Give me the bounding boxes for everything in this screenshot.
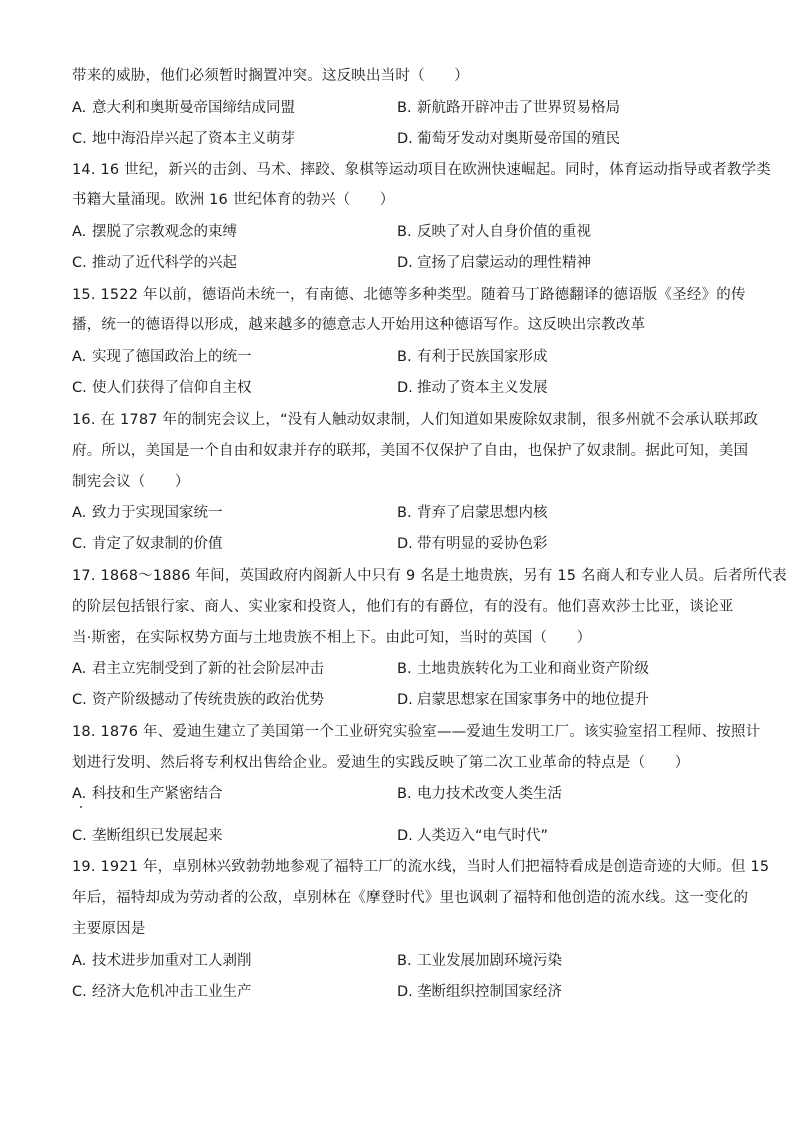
q13-option-c[interactable] <box>72 129 295 149</box>
q19-option-d[interactable] <box>397 982 562 1002</box>
q19-stem-line: 年后，福特却成为劳动者的公敌，卓别林在《摩登时代》里也讽刺了福特和他创造的流水线。这一变化的 <box>72 890 749 906</box>
option-key: C. <box>72 131 87 147</box>
option-text: 肯定了奴隶制的价值 <box>92 536 223 552</box>
q15-stem-line: 15. 1522 年以前，德语尚未统一，有南德、北德等多种类型。随着马丁路德翻译的德语版《圣经》的传 <box>72 287 746 303</box>
q13-option-d[interactable] <box>397 129 620 149</box>
option-text: 推动了近代科学的兴起 <box>92 255 237 271</box>
q14-stem-line: 14. 16 世纪，新兴的击剑、马术、摔跤、象棋等运动项目在欧洲快速崛起。同时，体育运动指导或者教学类 <box>72 162 771 178</box>
option-key: A. <box>72 786 87 802</box>
q13-option-b[interactable] <box>397 98 620 118</box>
option-text: 地中海沿岸兴起了资本主义萌芽 <box>92 131 295 147</box>
q16-option-d[interactable] <box>397 534 548 554</box>
stray-mark <box>80 806 82 808</box>
option-text: 人类迈入“电气时代” <box>417 828 549 844</box>
q18-stem-line: 18. 1876 年、爱迪生建立了美国第一个工业研究实验室——爱迪生发明工厂。该实验室招工程师、按照计 <box>72 724 761 740</box>
option-text: 实现了德国政治上的统一 <box>92 349 252 365</box>
q13-option-a[interactable] <box>72 98 295 118</box>
q18-stem-line: 划进行发明、然后将专利权出售给企业。爱迪生的实践反映了第二次工业革命的特点是（ ） <box>72 755 690 771</box>
option-text: 经济大危机冲击工业生产 <box>92 984 252 1000</box>
option-key: D. <box>397 255 413 271</box>
option-key: A. <box>72 349 87 365</box>
option-text: 反映了对人自身价值的重视 <box>417 224 591 240</box>
q15-stem-line: 播，统一的德语得以形成，越来越多的德意志人开始用这种德语写作。这反映出宗教改革 <box>72 317 646 333</box>
option-text: 带有明显的妥协色彩 <box>417 536 548 552</box>
q15-option-d[interactable] <box>397 378 548 398</box>
q15-option-a[interactable] <box>72 347 252 367</box>
q17-option-c[interactable] <box>72 690 324 710</box>
option-text: 宣扬了启蒙运动的理性精神 <box>417 255 591 271</box>
q13-stem-line: 带来的威胁，他们必须暂时搁置冲突。这反映出当时（ ） <box>72 68 469 84</box>
option-text: 垄断组织控制国家经济 <box>417 984 562 1000</box>
option-text: 技术进步加重对工人剥削 <box>92 953 252 969</box>
q18-option-d[interactable] <box>397 826 548 846</box>
option-key: B. <box>397 953 412 969</box>
q15-option-c[interactable] <box>72 378 252 398</box>
option-key: B. <box>397 505 412 521</box>
q14-option-a[interactable] <box>72 222 237 242</box>
q14-option-c[interactable] <box>72 253 237 273</box>
option-key: B. <box>397 100 412 116</box>
q16-stem-line: 府。所以，美国是一个自由和奴隶并存的联邦，美国不仅保护了自由，也保护了奴隶制。据此可知，美国 <box>72 443 749 459</box>
q17-stem-line: 的阶层包括银行家、商人、实业家和投资人，他们有的有爵位，有的没有。他们喜欢莎士比亚，谈论亚 <box>72 599 734 615</box>
option-key: D. <box>397 984 413 1000</box>
option-text: 君主立宪制受到了新的社会阶层冲击 <box>92 661 324 677</box>
option-text: 摆脱了宗教观念的束缚 <box>92 224 237 240</box>
q16-option-a[interactable] <box>72 503 223 523</box>
option-key: A. <box>72 505 87 521</box>
q18-option-a[interactable] <box>72 784 223 804</box>
option-text: 推动了资本主义发展 <box>417 380 548 396</box>
q17-stem-line: 当·斯密，在实际权势方面与土地贵族不相上下。由此可知，当时的英国（ ） <box>72 630 592 646</box>
q16-option-b[interactable] <box>397 503 548 523</box>
option-key: C. <box>72 984 87 1000</box>
q14-stem-line: 书籍大量涌现。欧洲 16 世纪体育的勃兴（ ） <box>72 192 395 208</box>
option-text: 新航路开辟冲击了世界贸易格局 <box>417 100 620 116</box>
q19-option-a[interactable] <box>72 951 252 971</box>
q18-option-b[interactable] <box>397 784 562 804</box>
q19-stem-line: 主要原因是 <box>72 921 146 937</box>
option-key: A. <box>72 661 87 677</box>
option-key: C. <box>72 828 87 844</box>
q16-stem-line: 16. 在 1787 年的制宪会议上，“没有人触动奴隶制，人们知道如果废除奴隶制，很多州就不会承认联邦政 <box>72 412 759 428</box>
option-text: 垄断组织已发展起来 <box>92 828 223 844</box>
option-key: B. <box>397 661 412 677</box>
option-key: B. <box>397 349 412 365</box>
option-key: C. <box>72 536 87 552</box>
option-key: B. <box>397 224 412 240</box>
q16-stem-line: 制宪会议（ ） <box>72 474 190 490</box>
q19-option-b[interactable] <box>397 951 562 971</box>
option-key: D. <box>397 536 413 552</box>
option-key: C. <box>72 380 87 396</box>
option-key: B. <box>397 786 412 802</box>
q19-option-c[interactable] <box>72 982 252 1002</box>
option-text: 工业发展加剧环境污染 <box>417 953 562 969</box>
option-key: D. <box>397 131 413 147</box>
option-key: D. <box>397 692 413 708</box>
q18-option-c[interactable] <box>72 826 223 846</box>
q15-option-b[interactable] <box>397 347 548 367</box>
option-key: D. <box>397 380 413 396</box>
q17-option-b[interactable] <box>397 659 649 679</box>
option-text: 资产阶级撼动了传统贵族的政治优势 <box>92 692 324 708</box>
option-key: A. <box>72 224 87 240</box>
q14-option-d[interactable] <box>397 253 591 273</box>
option-key: C. <box>72 255 87 271</box>
option-key: D. <box>397 828 413 844</box>
option-text: 背弃了启蒙思想内核 <box>417 505 548 521</box>
option-text: 使人们获得了信仰自主权 <box>92 380 252 396</box>
q19-stem-line: 19. 1921 年，卓别林兴致勃勃地参观了福特工厂的流水线，当时人们把福特看成是创造奇迹的大师。但 15 <box>72 859 770 875</box>
option-text: 土地贵族转化为工业和商业资产阶级 <box>417 661 649 677</box>
q17-option-a[interactable] <box>72 659 324 679</box>
option-text: 启蒙思想家在国家事务中的地位提升 <box>417 692 649 708</box>
option-text: 有利于民族国家形成 <box>417 349 548 365</box>
option-key: C. <box>72 692 87 708</box>
option-key: A. <box>72 953 87 969</box>
option-text: 致力于实现国家统一 <box>92 505 223 521</box>
option-key: A. <box>72 100 87 116</box>
option-text: 科技和生产紧密结合 <box>92 786 223 802</box>
q17-option-d[interactable] <box>397 690 649 710</box>
option-text: 电力技术改变人类生活 <box>417 786 562 802</box>
q17-stem-line: 17. 1868～1886 年间，英国政府内阁新人中只有 9 名是土地贵族，另有 15 名商人和专业人员。后者所代表 <box>72 568 787 584</box>
q14-option-b[interactable] <box>397 222 591 242</box>
q16-option-c[interactable] <box>72 534 223 554</box>
option-text: 葡萄牙发动对奥斯曼帝国的殖民 <box>417 131 620 147</box>
option-text: 意大利和奥斯曼帝国缔结成同盟 <box>92 100 295 116</box>
